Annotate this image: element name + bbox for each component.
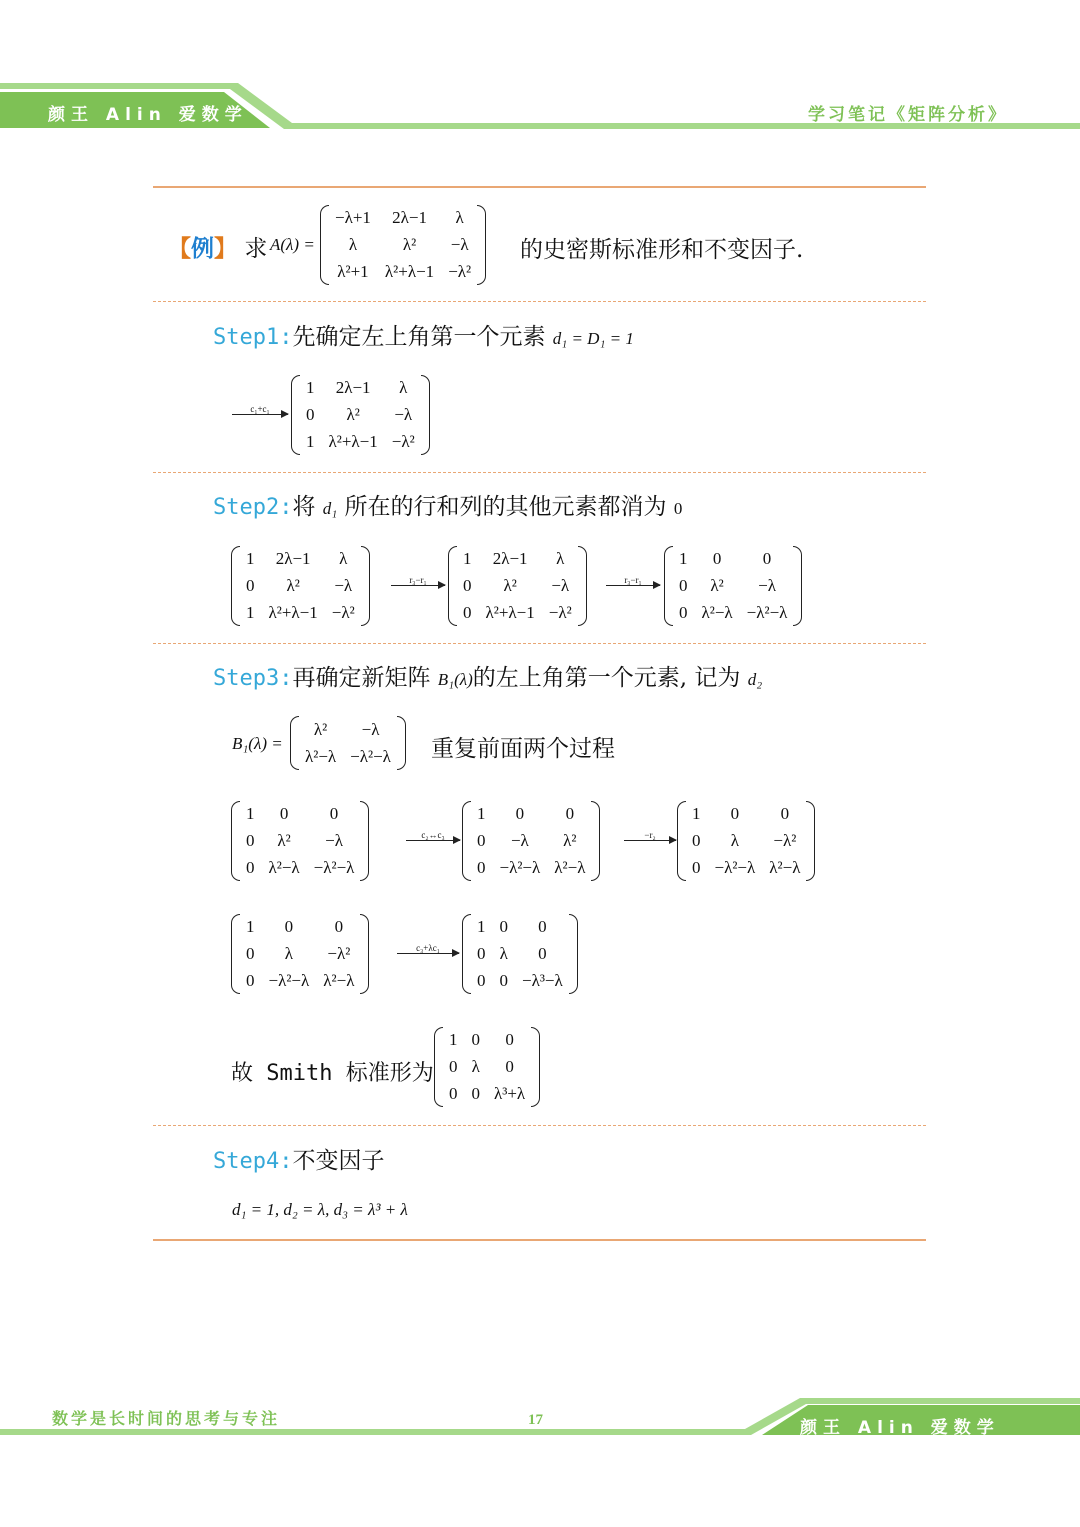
matrix-cell: 0 xyxy=(284,917,294,937)
matrix-body xyxy=(240,546,361,626)
matrix-cell: 0 xyxy=(246,943,255,963)
matrix-cell: λ³+λ xyxy=(494,1083,526,1103)
step3-var2: d₂ xyxy=(747,670,763,689)
step3-row1-arrow-2-label: −r₂ xyxy=(644,830,656,840)
matrix-cell: 0 xyxy=(505,1056,514,1076)
matrix-cell: 0 xyxy=(762,549,772,569)
example-matrix xyxy=(320,205,486,285)
matrix-cell: 0 xyxy=(505,1030,514,1050)
right-paren xyxy=(397,716,406,770)
smith-text xyxy=(231,1056,434,1087)
matrix-cell: −λ²−λ xyxy=(499,857,541,877)
matrix-cell: −λ² xyxy=(548,602,572,622)
step1-label: Step1: xyxy=(213,325,293,350)
matrix-cell: 0 xyxy=(246,830,255,850)
matrix-cell: −λ xyxy=(450,234,469,254)
step2-matrix-1 xyxy=(231,546,370,626)
matrix-cell: 0 xyxy=(463,575,472,595)
step1-heading xyxy=(213,318,634,351)
example-tag: 例 xyxy=(191,235,214,262)
matrix-cell: 0 xyxy=(477,830,486,850)
matrix-cell: 0 xyxy=(477,857,486,877)
right-paren xyxy=(578,546,587,626)
step3-label: Step3: xyxy=(213,666,293,691)
matrix-cell: λ² xyxy=(313,719,328,739)
step3-row2-matrix-1 xyxy=(231,914,369,994)
header-right-title: 学习笔记《矩阵分析》 xyxy=(808,105,1008,125)
step3-row1-matrix-3 xyxy=(677,801,815,881)
matrix-cell: −λ²−λ xyxy=(714,857,756,877)
matrix-cell: 0 xyxy=(471,1083,480,1103)
matrix-cell: 0 xyxy=(712,549,722,569)
step4-formula: d₁ = 1, d₂ = λ, d₃ = λ³ + λ xyxy=(232,1200,408,1219)
step3-var: B₁(λ) xyxy=(437,670,473,689)
b-matrix xyxy=(290,716,406,770)
step3-row1-arrow-2 xyxy=(624,830,676,841)
matrix-cell: 0 xyxy=(538,917,547,937)
step1-matrix xyxy=(291,375,430,455)
matrix-cell: 0 xyxy=(499,917,508,937)
right-paren xyxy=(569,914,578,994)
matrix-cell: 0 xyxy=(679,575,688,595)
matrix-body xyxy=(471,801,591,881)
matrix-cell: λ²−λ xyxy=(305,746,337,766)
matrix-cell: λ² xyxy=(402,234,417,254)
matrix-body xyxy=(686,801,806,881)
example-heading xyxy=(168,230,267,263)
top-rule xyxy=(153,186,926,188)
step2-heading xyxy=(213,488,682,521)
step3-row2-arrow xyxy=(397,943,459,954)
matrix-cell: 2λ−1 xyxy=(275,549,311,569)
right-paren xyxy=(793,546,802,626)
matrix-body xyxy=(457,546,578,626)
step4-text: 不变因子 xyxy=(292,1148,385,1174)
matrix-cell: 0 xyxy=(334,917,344,937)
b-lhs: B₁(λ) = xyxy=(232,734,283,753)
example-lhs: A(λ) = xyxy=(270,235,315,254)
left-paren xyxy=(320,205,329,285)
divider-4 xyxy=(153,1125,926,1126)
matrix-cell: 1 xyxy=(246,917,255,937)
matrix-body xyxy=(673,546,793,626)
right-paren xyxy=(591,801,600,881)
matrix-cell: λ²+λ−1 xyxy=(384,261,435,281)
matrix-body xyxy=(329,205,477,285)
matrix-cell: λ²+λ−1 xyxy=(328,431,378,451)
left-paren xyxy=(231,801,240,881)
matrix-cell: 2λ−1 xyxy=(392,208,427,228)
matrix-cell: λ xyxy=(556,549,565,569)
step3-text-b: 的左上角第一个元素, 记为 xyxy=(472,665,741,691)
matrix-cell: λ²+λ−1 xyxy=(268,602,318,622)
matrix-cell: λ xyxy=(455,208,464,228)
matrix-cell: −λ²−λ xyxy=(746,602,788,622)
step2-label: Step2: xyxy=(213,495,293,520)
open-bracket: 【 xyxy=(168,235,191,262)
matrix-cell: 1 xyxy=(463,549,472,569)
matrix-cell: −λ²−λ xyxy=(313,857,355,877)
matrix-body xyxy=(240,914,360,994)
matrix-cell: 1 xyxy=(477,917,486,937)
matrix-cell: 2λ−1 xyxy=(335,378,371,398)
matrix-cell: λ² xyxy=(563,830,577,850)
matrix-cell: 1 xyxy=(306,378,315,398)
matrix-body xyxy=(299,716,397,770)
matrix-cell: λ² xyxy=(503,575,517,595)
step2-var: d₁ xyxy=(322,499,338,518)
smith-matrix xyxy=(434,1027,540,1107)
matrix-cell: 0 xyxy=(477,970,486,990)
matrix-cell: 1 xyxy=(477,804,486,824)
step3-row2-matrix-2 xyxy=(462,914,578,994)
matrix-cell: 0 xyxy=(449,1056,458,1076)
matrix-cell: −λ xyxy=(510,830,529,850)
step4-label: Step4: xyxy=(213,1149,293,1174)
step2-arrow-1 xyxy=(391,575,445,586)
matrix-cell: 0 xyxy=(692,857,701,877)
right-paren xyxy=(360,801,369,881)
step2-arrow-2-label: r₃−r₁ xyxy=(624,575,642,585)
matrix-cell: λ²−λ xyxy=(701,602,733,622)
matrix-cell: −λ xyxy=(325,830,343,850)
matrix-cell: 1 xyxy=(449,1030,458,1050)
matrix-cell: 0 xyxy=(538,943,547,963)
example-suffix: 的史密斯标准形和不变因子. xyxy=(520,237,804,263)
matrix-body xyxy=(300,375,421,455)
left-paren xyxy=(231,546,240,626)
matrix-cell: 0 xyxy=(246,970,255,990)
step2-arrow-1-label: r₃−r₁ xyxy=(409,575,427,585)
matrix-cell: 0 xyxy=(730,804,740,824)
matrix-cell: λ²−λ xyxy=(268,857,300,877)
matrix-cell: λ² xyxy=(710,575,724,595)
step1-text: 先确定左上角第一个元素 xyxy=(292,324,546,350)
left-paren xyxy=(462,801,471,881)
matrix-cell: −λ² xyxy=(391,431,415,451)
matrix-cell: λ xyxy=(284,943,293,963)
divider-3 xyxy=(153,643,926,644)
step3-text-a: 再确定新矩阵 xyxy=(292,665,431,691)
example-verb: 求 xyxy=(244,236,268,262)
step3-row1-matrix-2 xyxy=(462,801,600,881)
step1-arrow xyxy=(232,404,288,415)
left-paren xyxy=(434,1027,443,1107)
right-paren xyxy=(806,801,815,881)
matrix-cell: λ xyxy=(348,234,358,254)
left-paren xyxy=(677,801,686,881)
page-number: 17 xyxy=(528,1412,543,1428)
matrix-body xyxy=(443,1027,531,1107)
matrix-cell: λ xyxy=(471,1056,480,1076)
matrix-cell: −λ²−λ xyxy=(268,970,310,990)
step3-row1-arrow-1 xyxy=(406,830,460,841)
matrix-cell: 0 xyxy=(499,970,508,990)
step2-text-b: 所在的行和列的其他元素都消为 xyxy=(344,494,667,520)
matrix-body xyxy=(240,801,360,881)
matrix-cell: λ²+1 xyxy=(337,261,369,281)
left-paren xyxy=(448,546,457,626)
matrix-cell: 0 xyxy=(246,575,255,595)
matrix-cell: 0 xyxy=(279,804,289,824)
matrix-cell: 0 xyxy=(471,1030,480,1050)
step1-formula: d₁ = D₁ = 1 xyxy=(552,329,634,348)
smith-text-label: 故 Smith 标准形为 xyxy=(231,1061,434,1086)
matrix-cell: −λ² xyxy=(327,943,351,963)
header-left-title: 颜王 Alin 爱数学 xyxy=(48,105,248,125)
right-paren xyxy=(421,375,430,455)
matrix-cell: −λ xyxy=(758,575,776,595)
matrix-cell: 0 xyxy=(306,404,315,424)
matrix-cell: −λ²−λ xyxy=(350,746,391,766)
matrix-cell: −λ xyxy=(551,575,570,595)
matrix-cell: 0 xyxy=(329,804,339,824)
matrix-cell: 0 xyxy=(692,830,701,850)
matrix-cell: 0 xyxy=(679,602,688,622)
matrix-cell: 0 xyxy=(515,804,525,824)
matrix-cell: λ² xyxy=(286,575,300,595)
matrix-cell: 1 xyxy=(246,549,255,569)
step2-matrix-2 xyxy=(448,546,587,626)
divider-1 xyxy=(153,301,926,302)
left-paren xyxy=(290,716,299,770)
matrix-cell: 1 xyxy=(679,549,688,569)
step4-heading xyxy=(213,1142,384,1175)
matrix-cell: 1 xyxy=(306,431,315,451)
right-paren xyxy=(361,546,370,626)
matrix-cell: 0 xyxy=(477,943,486,963)
close-bracket: 】 xyxy=(214,235,237,262)
matrix-cell: −λ xyxy=(334,575,353,595)
matrix-cell: −λ³−λ xyxy=(522,970,563,990)
matrix-cell: λ²−λ xyxy=(323,970,355,990)
matrix-cell: λ xyxy=(730,830,739,850)
left-paren xyxy=(231,914,240,994)
footer-motto: 数学是长时间的思考与专注 xyxy=(52,1409,281,1428)
matrix-cell: 0 xyxy=(449,1083,458,1103)
matrix-cell: 0 xyxy=(463,602,472,622)
step3-row2-arrow-label: c₃+λc₁ xyxy=(416,943,440,953)
repeat-text: 重复前面两个过程 xyxy=(431,736,615,762)
matrix-cell: λ² xyxy=(346,404,360,424)
right-paren xyxy=(360,914,369,994)
right-paren xyxy=(477,205,486,285)
matrix-cell: 2λ−1 xyxy=(492,549,528,569)
matrix-cell: λ²−λ xyxy=(554,857,586,877)
matrix-cell: 1 xyxy=(692,804,701,824)
step2-text-a: 将 xyxy=(292,494,316,520)
left-paren xyxy=(291,375,300,455)
matrix-cell: −λ² xyxy=(448,261,472,281)
matrix-cell: 0 xyxy=(565,804,575,824)
matrix-cell: λ² xyxy=(277,830,291,850)
matrix-cell: 0 xyxy=(246,857,255,877)
matrix-cell: λ xyxy=(339,549,348,569)
right-paren xyxy=(531,1027,540,1107)
bottom-rule xyxy=(153,1239,926,1241)
step1-arrow-label: c₁+c₁ xyxy=(250,404,270,414)
matrix-cell: λ xyxy=(399,378,408,398)
matrix-cell: −λ+1 xyxy=(335,208,371,228)
step3-row1-arrow-1-label: c₂↔c₃ xyxy=(421,830,445,840)
matrix-cell: λ xyxy=(499,943,508,963)
divider-2 xyxy=(153,472,926,473)
matrix-cell: 1 xyxy=(246,602,255,622)
step2-arrow-2 xyxy=(606,575,660,586)
matrix-cell: −λ² xyxy=(331,602,355,622)
matrix-cell: −λ² xyxy=(773,830,797,850)
left-paren xyxy=(664,546,673,626)
matrix-cell: λ²−λ xyxy=(769,857,801,877)
left-paren xyxy=(462,914,471,994)
footer-brand: 颜王 Alin 爱数学 xyxy=(800,1418,1000,1438)
step3-heading xyxy=(213,659,762,692)
step3-row1-matrix-1 xyxy=(231,801,369,881)
matrix-cell: 0 xyxy=(780,804,790,824)
matrix-cell: λ²+λ−1 xyxy=(485,602,535,622)
step2-zero: 0 xyxy=(673,499,683,518)
matrix-cell: −λ xyxy=(394,404,413,424)
matrix-cell: −λ xyxy=(361,719,380,739)
matrix-cell: 1 xyxy=(246,804,255,824)
matrix-body xyxy=(471,914,569,994)
step2-matrix-3 xyxy=(664,546,802,626)
